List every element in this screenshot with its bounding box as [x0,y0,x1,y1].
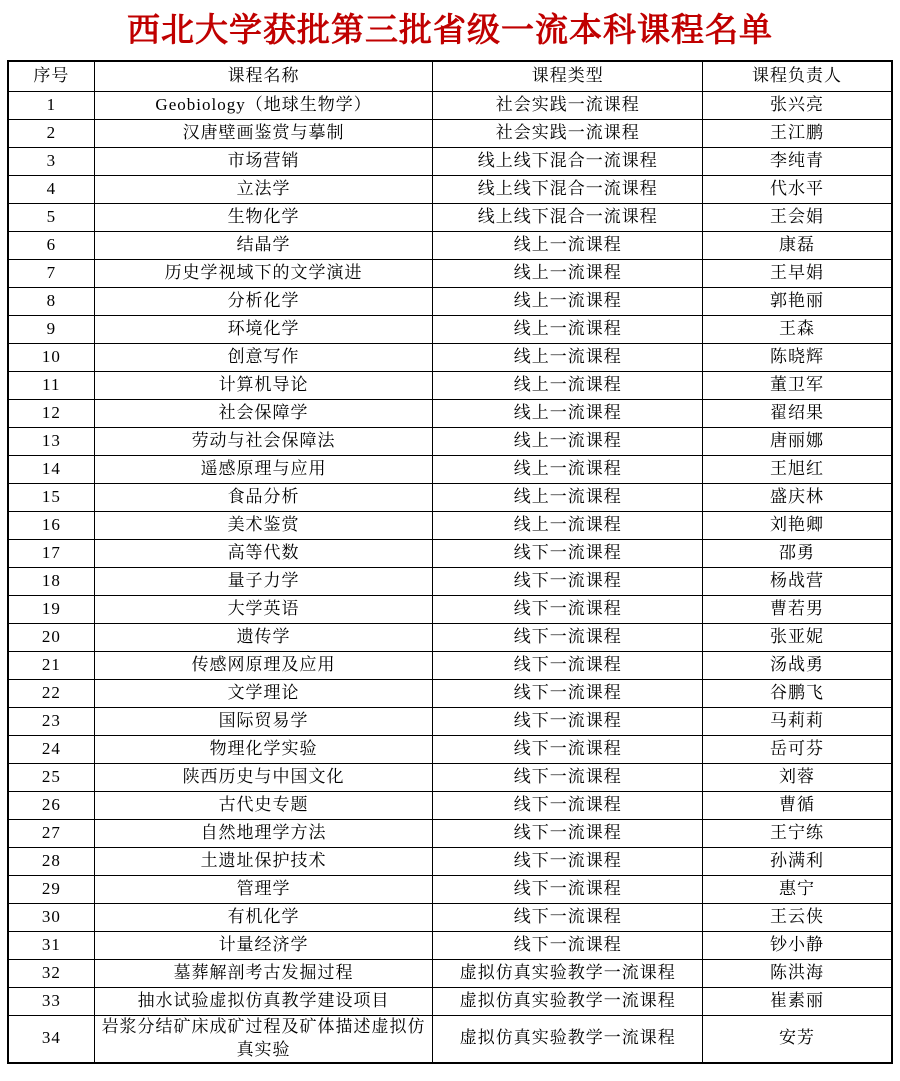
course-name-cell: 自然地理学方法 [94,820,433,848]
row-number-cell: 8 [8,288,94,316]
column-header-name: 课程名称 [94,61,433,92]
course-leader-cell: 王会娟 [703,204,892,232]
course-type-cell: 线下一流课程 [433,876,703,904]
table-row [8,344,892,372]
course-type-cell: 线下一流课程 [433,708,703,736]
table-row [8,596,892,624]
course-type-cell: 社会实践一流课程 [433,120,703,148]
course-type-cell: 虚拟仿真实验教学一流课程 [433,988,703,1016]
course-leader-cell: 曹循 [703,792,892,820]
course-type-cell: 线下一流课程 [433,736,703,764]
row-number-cell: 34 [8,1016,94,1063]
course-type-cell: 线上线下混合一流课程 [433,204,703,232]
course-name-cell: 遥感原理与应用 [94,456,433,484]
course-type-cell: 线上一流课程 [433,344,703,372]
course-leader-cell: 董卫军 [703,372,892,400]
course-table [7,60,893,1064]
row-number-cell: 32 [8,960,94,988]
course-type-cell: 线下一流课程 [433,540,703,568]
row-number-cell: 28 [8,848,94,876]
course-leader-cell: 岳可芬 [703,736,892,764]
course-leader-cell: 郭艳丽 [703,288,892,316]
column-header-leader: 课程负责人 [703,61,892,92]
row-number-cell: 21 [8,652,94,680]
course-type-cell: 线下一流课程 [433,820,703,848]
course-name-cell: 社会保障学 [94,400,433,428]
course-leader-cell: 张亚妮 [703,624,892,652]
row-number-cell: 17 [8,540,94,568]
course-name-cell: 食品分析 [94,484,433,512]
row-number-cell: 3 [8,148,94,176]
table-row [8,932,892,960]
course-type-cell: 线上一流课程 [433,288,703,316]
row-number-cell: 7 [8,260,94,288]
course-leader-cell: 孙满利 [703,848,892,876]
table-row [8,568,892,596]
table-row [8,176,892,204]
course-name-cell: 创意写作 [94,344,433,372]
course-name-cell: 管理学 [94,876,433,904]
course-name-cell: 美术鉴赏 [94,512,433,540]
course-name-cell: 陕西历史与中国文化 [94,764,433,792]
course-type-cell: 线上一流课程 [433,372,703,400]
course-type-cell: 虚拟仿真实验教学一流课程 [433,960,703,988]
course-type-cell: 社会实践一流课程 [433,92,703,120]
course-leader-cell: 李纯青 [703,148,892,176]
course-leader-cell: 汤战勇 [703,652,892,680]
table-row [8,736,892,764]
row-number-cell: 2 [8,120,94,148]
course-leader-cell: 盛庆林 [703,484,892,512]
row-number-cell: 22 [8,680,94,708]
course-leader-cell: 安芳 [703,1016,892,1063]
course-name-cell: 大学英语 [94,596,433,624]
course-name-cell: 物理化学实验 [94,736,433,764]
row-number-cell: 12 [8,400,94,428]
course-type-cell: 线上一流课程 [433,484,703,512]
page-title: 西北大学获批第三批省级一流本科课程名单 [127,13,773,49]
row-number-cell: 11 [8,372,94,400]
course-type-cell: 线下一流课程 [433,792,703,820]
row-number-cell: 5 [8,204,94,232]
row-number-cell: 26 [8,792,94,820]
row-number-cell: 13 [8,428,94,456]
table-row [8,428,892,456]
course-leader-cell: 王旭红 [703,456,892,484]
course-leader-cell: 邵勇 [703,540,892,568]
row-number-cell: 19 [8,596,94,624]
course-leader-cell: 崔素丽 [703,988,892,1016]
column-header-number: 序号 [8,61,94,92]
course-leader-cell: 谷鹏飞 [703,680,892,708]
course-type-cell: 线下一流课程 [433,568,703,596]
row-number-cell: 31 [8,932,94,960]
table-row [8,904,892,932]
course-name-cell: 劳动与社会保障法 [94,428,433,456]
table-row [8,456,892,484]
course-leader-cell: 翟绍果 [703,400,892,428]
course-leader-cell: 张兴亮 [703,92,892,120]
course-name-cell: 历史学视域下的文学演进 [94,260,433,288]
course-leader-cell: 王宁练 [703,820,892,848]
course-leader-cell: 康磊 [703,232,892,260]
course-name-cell: 国际贸易学 [94,708,433,736]
table-row [8,792,892,820]
course-type-cell: 虚拟仿真实验教学一流课程 [433,1016,703,1063]
table-row [8,652,892,680]
table-row [8,960,892,988]
table-row [8,288,892,316]
course-leader-cell: 王早娟 [703,260,892,288]
course-name-cell: 计量经济学 [94,932,433,960]
course-name-cell: 市场营销 [94,148,433,176]
course-type-cell: 线下一流课程 [433,596,703,624]
course-type-cell: 线上线下混合一流课程 [433,176,703,204]
course-type-cell: 线下一流课程 [433,624,703,652]
course-name-cell: 结晶学 [94,232,433,260]
course-type-cell: 线上一流课程 [433,456,703,484]
course-name-cell: 量子力学 [94,568,433,596]
row-number-cell: 18 [8,568,94,596]
course-name-cell: 土遗址保护技术 [94,848,433,876]
row-number-cell: 9 [8,316,94,344]
course-name-cell: 岩浆分结矿床成矿过程及矿体描述虚拟仿真实验 [94,1016,433,1063]
table-row [8,232,892,260]
row-number-cell: 15 [8,484,94,512]
course-leader-cell: 惠宁 [703,876,892,904]
course-name-cell: 生物化学 [94,204,433,232]
table-row [8,820,892,848]
course-name-cell: 有机化学 [94,904,433,932]
row-number-cell: 16 [8,512,94,540]
course-leader-cell: 唐丽娜 [703,428,892,456]
table-row [8,484,892,512]
course-name-cell: Geobiology（地球生物学） [94,92,433,120]
row-number-cell: 4 [8,176,94,204]
course-type-cell: 线上一流课程 [433,512,703,540]
course-type-cell: 线下一流课程 [433,764,703,792]
course-type-cell: 线上一流课程 [433,316,703,344]
table-row [8,764,892,792]
row-number-cell: 14 [8,456,94,484]
course-name-cell: 古代史专题 [94,792,433,820]
row-number-cell: 24 [8,736,94,764]
table-row [8,680,892,708]
course-name-cell: 分析化学 [94,288,433,316]
row-number-cell: 20 [8,624,94,652]
row-number-cell: 1 [8,92,94,120]
table-body [8,92,892,1063]
course-type-cell: 线上一流课程 [433,260,703,288]
course-name-cell: 抽水试验虚拟仿真教学建设项目 [94,988,433,1016]
course-leader-cell: 钞小静 [703,932,892,960]
table-row [8,708,892,736]
course-type-cell: 线上一流课程 [433,400,703,428]
row-number-cell: 6 [8,232,94,260]
table-row [8,204,892,232]
table-row [8,260,892,288]
table-row [8,624,892,652]
course-name-cell: 文学理论 [94,680,433,708]
course-leader-cell: 王江鹏 [703,120,892,148]
course-leader-cell: 马莉莉 [703,708,892,736]
table-row [8,1016,892,1063]
course-type-cell: 线下一流课程 [433,652,703,680]
course-type-cell: 线上一流课程 [433,428,703,456]
row-number-cell: 33 [8,988,94,1016]
course-leader-cell: 代水平 [703,176,892,204]
course-name-cell: 高等代数 [94,540,433,568]
column-header-type: 课程类型 [433,61,703,92]
row-number-cell: 27 [8,820,94,848]
course-name-cell: 墓葬解剖考古发掘过程 [94,960,433,988]
course-name-cell: 汉唐壁画鉴赏与摹制 [94,120,433,148]
row-number-cell: 30 [8,904,94,932]
row-number-cell: 23 [8,708,94,736]
header-row [8,61,892,92]
course-name-cell: 立法学 [94,176,433,204]
course-name-cell: 遗传学 [94,624,433,652]
table-row [8,400,892,428]
table-row [8,148,892,176]
course-leader-cell: 陈晓辉 [703,344,892,372]
course-leader-cell: 刘艳卿 [703,512,892,540]
table-row [8,988,892,1016]
table-row [8,316,892,344]
table-row [8,848,892,876]
course-type-cell: 线下一流课程 [433,680,703,708]
course-leader-cell: 曹若男 [703,596,892,624]
course-leader-cell: 王森 [703,316,892,344]
course-type-cell: 线上线下混合一流课程 [433,148,703,176]
course-name-cell: 环境化学 [94,316,433,344]
row-number-cell: 25 [8,764,94,792]
course-type-cell: 线下一流课程 [433,848,703,876]
row-number-cell: 29 [8,876,94,904]
course-leader-cell: 陈洪海 [703,960,892,988]
table-row [8,372,892,400]
table-row [8,512,892,540]
table-row [8,92,892,120]
table-row [8,876,892,904]
course-type-cell: 线下一流课程 [433,932,703,960]
table-header [8,61,892,92]
course-name-cell: 传感网原理及应用 [94,652,433,680]
course-name-cell: 计算机导论 [94,372,433,400]
row-number-cell: 10 [8,344,94,372]
course-leader-cell: 王云侠 [703,904,892,932]
table-row [8,540,892,568]
course-leader-cell: 杨战营 [703,568,892,596]
course-type-cell: 线上一流课程 [433,232,703,260]
course-type-cell: 线下一流课程 [433,904,703,932]
course-leader-cell: 刘蓉 [703,764,892,792]
table-row [8,120,892,148]
